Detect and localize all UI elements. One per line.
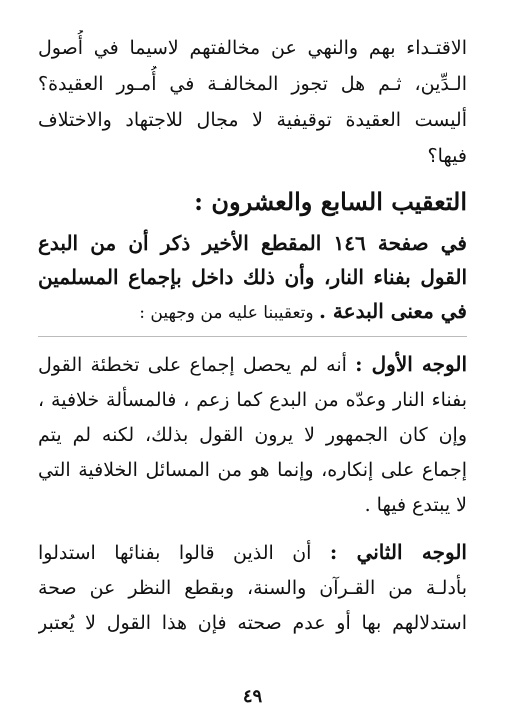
text-line bbox=[38, 535, 467, 571]
text-line bbox=[38, 347, 467, 383]
text-line: وإن كان الجمهور لا يرون القول بذلك، لكنه لم يتم bbox=[38, 424, 467, 446]
page-number: ٤٩ bbox=[242, 686, 263, 707]
text-line bbox=[38, 294, 467, 330]
text-line: في صفحة ١٤٦ المقطع الأخير ذكر أن من البدع bbox=[38, 231, 467, 255]
bold-text: في معنى البدعة . bbox=[319, 299, 467, 323]
normal-text: وتعقيبنا عليه من وجهين : bbox=[139, 303, 319, 323]
text-line: إجماع على إنكاره، وإنما هو من المسائل الخلافية التي bbox=[38, 459, 467, 481]
text-line: استدلالهم بها أو عدم صحته فإن هذا القول لا يُعتبر bbox=[38, 612, 467, 634]
paragraph-continuation bbox=[38, 30, 467, 174]
text-line: بأدلـة من القـرآن والسنة، وبقطع النظر عن صحة bbox=[38, 577, 467, 599]
text-run: أنه لم يحصل إجماع على تخطئة القول bbox=[38, 354, 356, 376]
text-line: الاقتـداء بهم والنهي عن مخالفتهم لاسيما في أُصول bbox=[38, 37, 467, 59]
text-line: القول بفناء النار، وأن ذلك داخل بإجماع المسلمين bbox=[38, 265, 467, 289]
aspect-label: الوجه الأول : bbox=[355, 352, 467, 376]
text-line: أليست العقيدة توقيفية لا مجال للاجتهاد والاختلاف bbox=[38, 109, 467, 131]
text-line: الـدِّين، ثـم هل تجوز المخالفـة في أُمـور العقيدة؟ bbox=[38, 73, 467, 95]
paragraph-second-aspect bbox=[38, 535, 467, 641]
paragraph-first-aspect bbox=[38, 347, 467, 523]
divider bbox=[38, 336, 467, 337]
paragraph-claim bbox=[38, 226, 467, 330]
text-line: لا يبتدع فيها . bbox=[364, 494, 467, 516]
aspect-label: الوجه الثاني : bbox=[329, 540, 467, 564]
text-line: بفناء النار وعدّه من البدع كما زعم ، فالمسألة خلافية ، bbox=[38, 389, 467, 411]
text-run: أن الذين قالوا بفنائها استدلوا bbox=[38, 542, 330, 564]
section-heading: التعقيب السابع والعشرون : bbox=[194, 187, 467, 216]
text-line: فيها؟ bbox=[427, 145, 467, 167]
